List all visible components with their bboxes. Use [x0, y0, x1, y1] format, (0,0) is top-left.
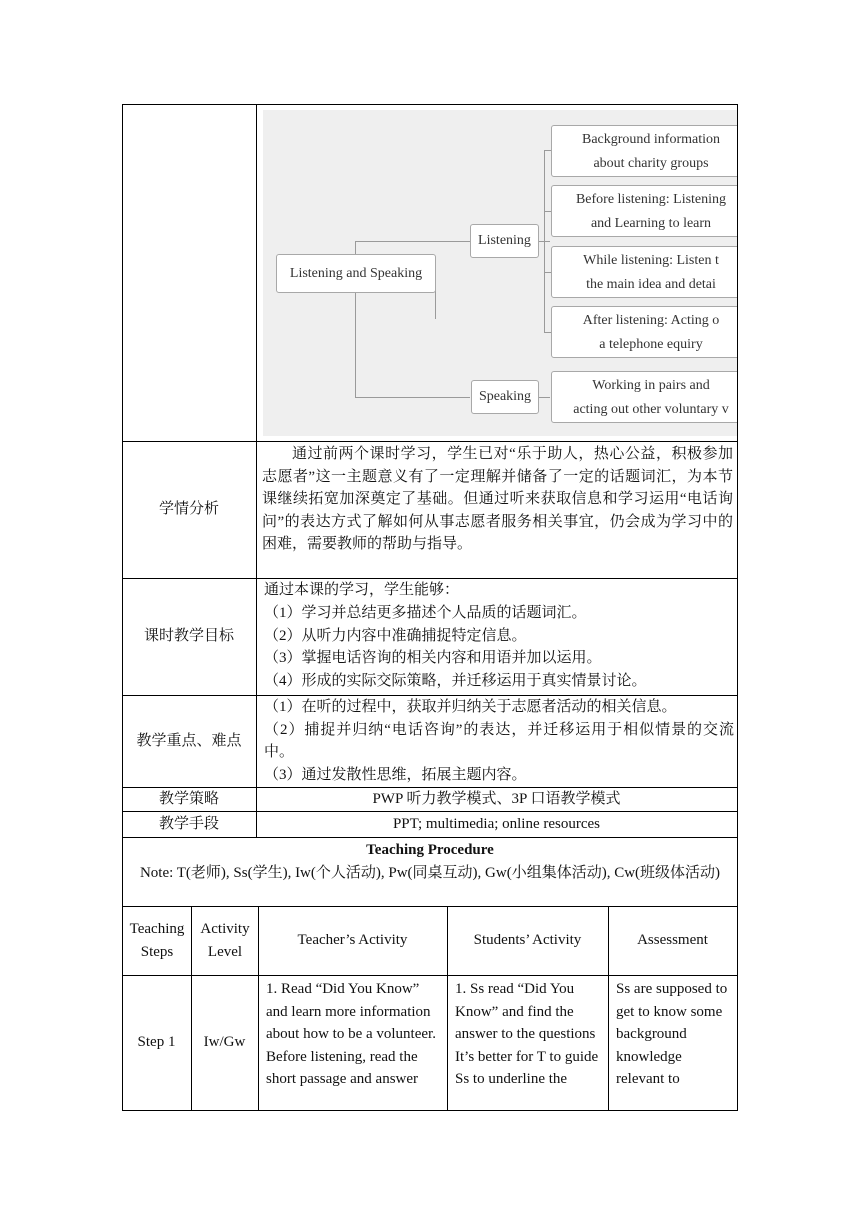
table-border-bottom [122, 1110, 738, 1111]
mindmap-leaf-after-listening: After listening: Acting o a telephone equiry [551, 306, 737, 358]
column-divider [256, 104, 257, 837]
procedure-note: Note: T(老师), Ss(学生), Iw(个人活动), Pw(同桌互动), Gw(小组集体活动), Cw(班级体活动) [139, 864, 721, 881]
key-point-item: （3）通过发散性思维，拓展主题内容。 [264, 766, 527, 783]
objective-item: （4）形成的实际交际策略，并迁移运用于真实情景讨论。 [264, 673, 647, 690]
column-header-students-activity: Students’ Activity [473, 932, 582, 949]
column-header-teacher-activity: Teacher’s Activity [297, 932, 408, 949]
key-points-list [264, 696, 734, 787]
strategy-value: PWP 听力教学模式、3P 口语教学模式 [372, 790, 621, 807]
mindmap-leaf-while-listening: While listening: Listen t the main idea and detai [551, 246, 737, 298]
means-label: 教学手段 [158, 815, 219, 832]
row-divider [122, 837, 738, 838]
procedure-header [124, 839, 736, 905]
mindmap-root-node: Listening and Speaking [276, 254, 436, 293]
means-value: PPT; multimedia; online resources [392, 815, 601, 832]
column-header-steps: Teaching Steps [129, 920, 185, 960]
key-point-item: （1）在听的过程中，获取并归纳关于志愿者活动的相关信息。 [264, 699, 677, 715]
mindmap-leaf-speaking: Working in pairs and acting out other voluntary v [551, 371, 737, 423]
learner-analysis-text: 通过前两个课时学习，学生已对“乐于助人，热心公益，积极参加志愿者”这一主题意义有了一定理解并储备了一定的话题词汇，为本节课继续拓宽加深奠定了基础。但通过听来获取信息和学习运用“电话询问”的表达方式了解如何从事志愿者服务相关事宜，仍会成为学习中的困难，需要教师的帮助与指导。 [262, 446, 733, 553]
mindmap-branch-listening: Listening [470, 224, 539, 258]
objectives-intro: 通过本课的学习，学生能够： [264, 582, 460, 598]
table-border-right [737, 104, 738, 1111]
table-border-top [122, 104, 738, 105]
activity-level-cell: Iw/Gw [203, 1034, 246, 1051]
procedure-title: Teaching Procedure [366, 842, 494, 858]
column-header-activity-level: Activity Level [200, 920, 250, 960]
objectives-list [264, 579, 736, 695]
learner-analysis-label: 学情分析 [158, 501, 219, 518]
key-points-label: 教学重点、难点 [136, 732, 242, 749]
mindmap-leaf-background: Background information about charity groups [551, 125, 737, 177]
objectives-label: 课时教学目标 [143, 628, 234, 645]
step-cell: Step 1 [137, 1034, 176, 1051]
key-point-item: （2）捕捉并归纳“电话咨询”的表达，并迁移运用于相似情景的交流中。 [264, 721, 734, 761]
strategy-label: 教学策略 [158, 790, 219, 807]
column-header-assessment: Assessment [637, 932, 708, 949]
objective-item: （3）掌握电话咨询的相关内容和用语并加以运用。 [264, 650, 602, 667]
teacher-activity-cell: 1. Read “Did You Know” and learn more information about how to be a volunteer. Before listening, read the short passage and answer [266, 981, 436, 1088]
objective-item: （1）学习并总结更多描述个人品质的话题词汇。 [264, 604, 587, 621]
assessment-cell: Ss are supposed to get to know some background knowledge relevant to [616, 981, 728, 1088]
mind-map [263, 110, 737, 436]
objective-item: （2）从听力内容中准确捕捉特定信息。 [264, 627, 527, 644]
mindmap-branch-speaking: Speaking [471, 380, 539, 414]
mindmap-leaf-before-listening: Before listening: Listening and Learning to learn [551, 185, 737, 237]
students-activity-cell: 1. Ss read “Did You Know” and find the answer to the questions It’s better for T to guide Ss to underline the [455, 981, 599, 1088]
